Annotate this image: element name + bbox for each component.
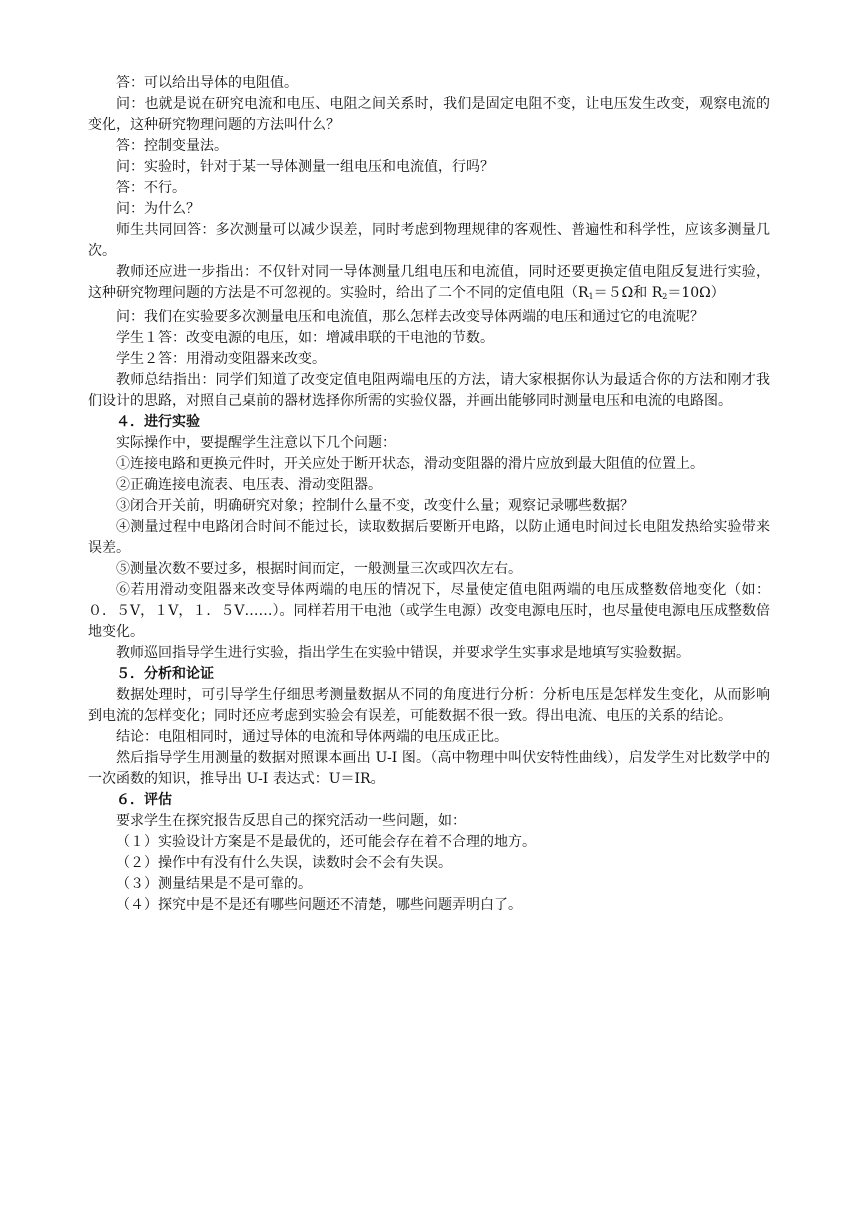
section-heading: ５．分析和论证 <box>116 666 214 682</box>
paragraph: 数据处理时，可引导学生仔细思考测量数据从不同的角度进行分析：分析电压是怎样发生变化，从而影响到电流的怎样变化；同时还应考虑到实验会有误差，可能数据不很一致。得出电流、电压的关系的结论。 <box>88 687 770 724</box>
paragraph: 实际操作中，要提醒学生注意以下几个问题： <box>116 435 396 451</box>
subscript: 1 <box>588 292 594 301</box>
list-item: ⑤测量次数不要过多，根据时间而定，一般测量三次或四次左右。 <box>116 561 522 577</box>
list-item: ②正确连接电流表、电压表、滑动变阻器。 <box>116 477 382 493</box>
list-item: ④测量过程中电路闭合时间不能过长，读取数据后要断开电路，以防止通电时间过长电阻发热给实验带来误差。 <box>88 519 770 556</box>
list-item: （４）探究中是不是还有哪些问题还不清楚，哪些问题弄明白了。 <box>116 897 522 913</box>
paragraph: 学生１答：改变电源的电压，如：增减串联的干电池的节数。 <box>116 330 494 346</box>
paragraph: 答：可以给出导体的电阻值。 <box>116 75 298 91</box>
section-heading: ４．进行实验 <box>116 414 200 430</box>
paragraph: 然后指导学生用测量的数据对照课本画出 U-I 图。（高中物理中叫伏安特性曲线），启发学生对比数学中的一次函数的知识，推导出 U-I 表达式：U＝IR。 <box>88 750 770 787</box>
paragraph: 答：不行。 <box>116 180 186 196</box>
paragraph: 教师总结指出：同学们知道了改变定值电阻两端电压的方法，请大家根据你认为最适合你的方法和刚才我们设计的思路，对照自己桌前的器材选择你所需的实验仪器，并画出能够同时测量电压和电流的电路图。 <box>88 372 770 409</box>
paragraph: 答：控制变量法。 <box>116 138 228 154</box>
list-item: （３）测量结果是不是可靠的。 <box>116 876 312 892</box>
subscript: 2 <box>662 292 668 301</box>
paragraph: 结论：电阻相同时，通过导体的电流和导体两端的电压成正比。 <box>116 729 508 745</box>
list-item: （１）实验设计方案是不是最优的，还可能会存在着不合理的地方。 <box>116 834 536 850</box>
list-item: ①连接电路和更换元件时，开关应处于断开状态，滑动变阻器的滑片应放到最大阻值的位置上。 <box>116 456 704 472</box>
document-page <box>88 73 770 916</box>
paragraph: 师生共同回答：多次测量可以减少误差，同时考虑到物理规律的客观性、普遍性和科学性，应该多测量几次。 <box>88 222 770 259</box>
paragraph: 学生２答：用滑动变阻器来改变。 <box>116 351 326 367</box>
section-heading: ６．评估 <box>116 792 172 808</box>
list-item: （２）操作中有没有什么失误，读数时会不会有失误。 <box>116 855 452 871</box>
paragraph-text: 教师还应进一步指出：不仅针对同一导体测量几组电压和电流值，同时还要更换定值电阻反复进行实验，这种研究物理问题的方法是不可忽视的。实验时，给出了二个不同的定值电阻（R <box>88 264 770 301</box>
paragraph-resistors <box>88 262 770 307</box>
paragraph: 问：实验时，针对于某一导体测量一组电压和电流值，行吗？ <box>116 159 494 175</box>
list-item: ⑥若用滑动变阻器来改变导体两端的电压的情况下，尽量使定值电阻两端的电压成整数倍地变化（如：０．５V，１V，１．５V……）。同样若用干电池（或学生电源）改变电源电压时，也尽量使电源电压成整数倍地变化。 <box>88 582 770 640</box>
list-item: ③闭合开关前，明确研究对象；控制什么量不变，改变什么量；观察记录哪些数据？ <box>116 498 634 514</box>
paragraph: 要求学生在探究报告反思自己的探究活动一些问题，如： <box>116 813 466 829</box>
paragraph: 问：也就是说在研究电流和电压、电阻之间关系时，我们是固定电阻不变，让电压发生改变，观察电流的变化，这种研究物理问题的方法叫什么？ <box>88 96 770 133</box>
paragraph-text: ＝５Ω和 R <box>593 285 663 301</box>
paragraph: 问：我们在实验要多次测量电压和电流值，那么怎样去改变导体两端的电压和通过它的电流呢？ <box>116 309 704 325</box>
paragraph: 教师巡回指导学生进行实验，指出学生在实验中错误，并要求学生实事求是地填写实验数据。 <box>116 645 690 661</box>
paragraph: 问：为什么？ <box>116 201 200 217</box>
paragraph-text: ＝10Ω） <box>667 285 725 301</box>
